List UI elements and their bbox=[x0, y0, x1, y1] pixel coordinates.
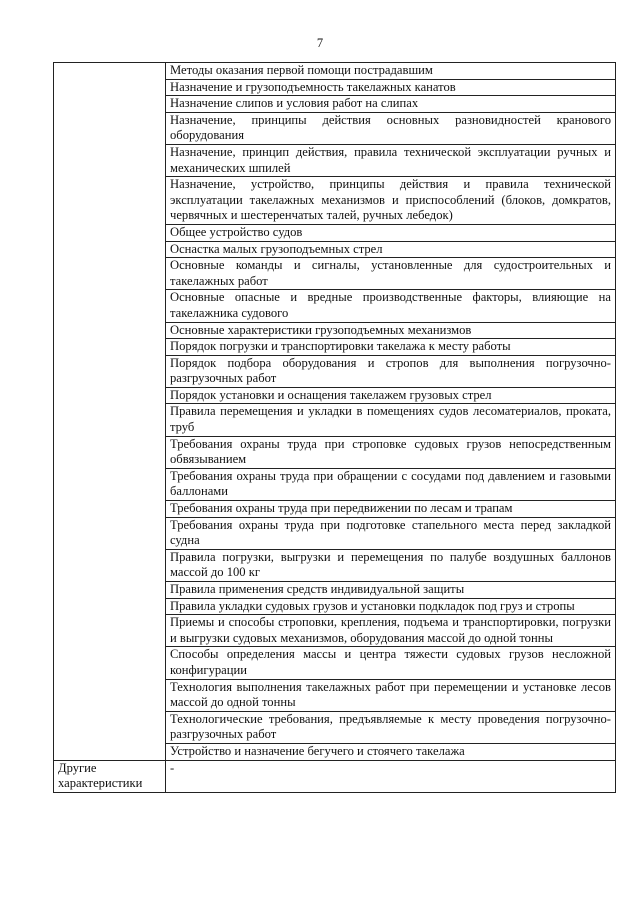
table-cell: Технологические требования, предъявляемые к месту проведения погрузочно-разгрузочных работ bbox=[166, 711, 616, 743]
table-cell: Требования охраны труда при строповке судовых грузов непосредственным обвязыванием bbox=[166, 436, 616, 468]
table-cell: Правила погрузки, выгрузки и перемещения по палубе воздушных баллонов массой до 100 кг bbox=[166, 549, 616, 581]
table-cell: Порядок подбора оборудования и стропов для выполнения погрузочно-разгрузочных работ bbox=[166, 355, 616, 387]
table-cell: Порядок установки и оснащения такелажем грузовых стрел bbox=[166, 387, 616, 404]
table-cell: Оснастка малых грузоподъемных стрел bbox=[166, 241, 616, 258]
table-cell: Назначение и грузоподъемность такелажных канатов bbox=[166, 79, 616, 96]
table-cell: Порядок погрузки и транспортировки такелажа к месту работы bbox=[166, 339, 616, 356]
requirements-table bbox=[53, 62, 616, 793]
table-cell: Основные команды и сигналы, установленные для судостроительных и такелажных работ bbox=[166, 258, 616, 290]
table-row bbox=[54, 63, 616, 80]
table-cell: Требования охраны труда при передвижении по лесам и трапам bbox=[166, 501, 616, 518]
table-cell: Технология выполнения такелажных работ при перемещении и установке лесов массой до одной тонны bbox=[166, 679, 616, 711]
table-cell: Основные характеристики грузоподъемных механизмов bbox=[166, 322, 616, 339]
table-cell: Правила применения средств индивидуальной защиты bbox=[166, 582, 616, 599]
table-cell: Назначение, устройство, принципы действия и правила технической эксплуатации такелажных механизмов и приспособлений (блоков, домкратов, червячных и шестеренчатых талей, ручных лебедок) bbox=[166, 177, 616, 225]
table-cell: Назначение слипов и условия работ на слипах bbox=[166, 96, 616, 113]
table-cell: Правила перемещения и укладки в помещениях судов лесоматериалов, проката, труб bbox=[166, 404, 616, 436]
table-cell: Правила укладки судовых грузов и установки подкладок под груз и стропы bbox=[166, 598, 616, 615]
table-cell: Требования охраны труда при подготовке стапельного места перед закладкой судна bbox=[166, 517, 616, 549]
knowledge-label-cell bbox=[54, 63, 166, 761]
table-cell: Требования охраны труда при обращении с сосудами под давлением и газовыми баллонами bbox=[166, 468, 616, 500]
table-cell: Способы определения массы и центра тяжести судовых грузов несложной конфигурации bbox=[166, 647, 616, 679]
other-characteristics-value: - bbox=[166, 760, 616, 792]
page-number: 7 bbox=[316, 36, 324, 50]
table-cell: Приемы и способы строповки, крепления, подъема и транспортировки, погрузки и выгрузки судовых механизмов, оборудования массой до одной тонны bbox=[166, 615, 616, 647]
table-cell: Устройство и назначение бегучего и стоячего такелажа bbox=[166, 743, 616, 760]
requirements-table-body bbox=[54, 63, 616, 793]
table-cell: Общее устройство судов bbox=[166, 224, 616, 241]
table-cell: Методы оказания первой помощи пострадавшим bbox=[166, 63, 616, 80]
other-characteristics-label: Другие характеристики bbox=[54, 760, 166, 792]
table-cell: Назначение, принцип действия, правила технической эксплуатации ручных и механических шпилей bbox=[166, 144, 616, 176]
table-cell: Назначение, принципы действия основных разновидностей кранового оборудования bbox=[166, 112, 616, 144]
table-cell: Основные опасные и вредные производственные факторы, влияющие на такелажника судового bbox=[166, 290, 616, 322]
table-row-other bbox=[54, 760, 616, 792]
